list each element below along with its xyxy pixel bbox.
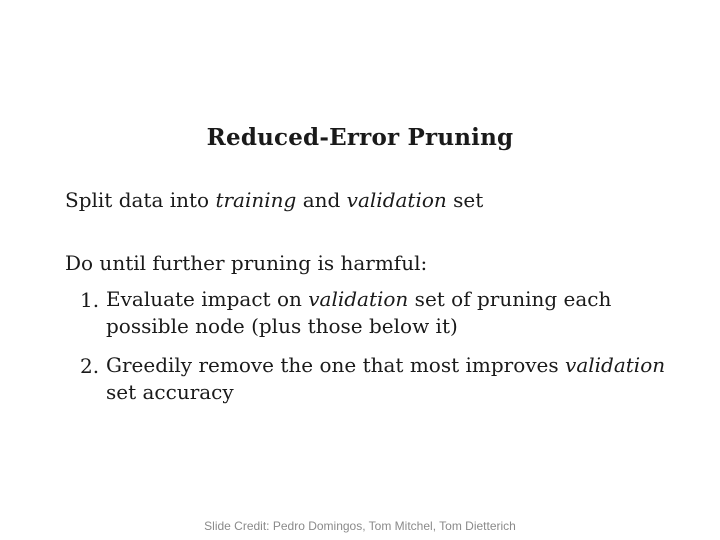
list-item-2-line-a — [106, 352, 665, 379]
list-item-number: 2. — [80, 354, 100, 378]
item-1-validation-emphasis: validation — [308, 287, 409, 311]
item-2-text-1: Greedily remove the one that most improves — [106, 353, 566, 377]
list-item-1-line-b: possible node (plus those below it) — [106, 314, 458, 338]
split-text-2: and — [296, 188, 347, 212]
slide-credit: Slide Credit: Pedro Domingos, Tom Mitchel, Tom Dietterich — [204, 519, 516, 533]
split-data-line — [65, 188, 483, 212]
loop-condition-line: Do until further pruning is harmful: — [65, 251, 428, 275]
split-text-3: set — [446, 188, 484, 212]
list-item-1-line-a — [106, 286, 611, 313]
validation-emphasis: validation — [346, 188, 447, 212]
list-item-2-line-b: set accuracy — [106, 380, 234, 404]
split-text-1: Split data into — [65, 188, 216, 212]
item-1-text-2: set of pruning each — [408, 287, 612, 311]
item-1-text-1: Evaluate impact on — [106, 287, 309, 311]
list-item-number: 1. — [80, 288, 100, 312]
slide-title: Reduced-Error Pruning — [206, 124, 514, 151]
training-emphasis: training — [215, 188, 297, 212]
item-2-validation-emphasis: validation — [565, 353, 666, 377]
